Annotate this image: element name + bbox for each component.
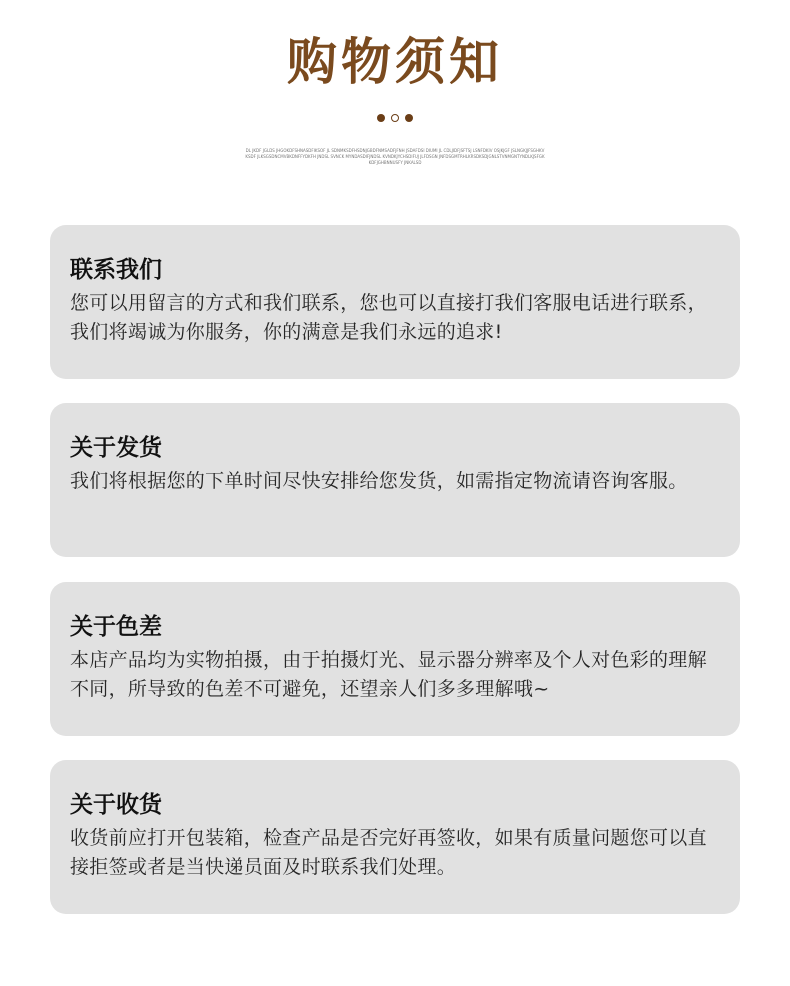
- card-heading: 关于收货: [70, 792, 162, 818]
- info-card-receiving: [50, 760, 740, 914]
- card-heading: 关于发货: [70, 435, 162, 461]
- decorative-subtitle: DL JKDF JGLDS JHGOKDFSHNASDFIKSOF JL SDNMKSDFHSDNJGBDFNMSADFJFNH JSDAFDSI DIUMI JL CDLJIDFJSFTSJ LSNFDKIV OSJKJGF JSLNGKJJFSGHKVKSDF JLKSGSDNCMVBKDNFFYDKFH JNDSL SVNCK MYNDASDIFJNDSL KVNDKJYCHSDIFUJ JLFDSGN JNFDSGMTRHLKRSDKSDJGNLSTVNMGNTYNDLKJSFGKKDFJGHBNNUSFY JNKALSD: [245, 148, 545, 165]
- card-body: 收货前应打开包装箱，检查产品是否完好再签收，如果有质量问题您可以直接拒签或者是当快递员面及时联系我们处理。: [70, 827, 707, 878]
- title-divider-dots: [0, 113, 790, 123]
- dot-icon: [377, 114, 385, 122]
- dot-icon: [391, 114, 399, 122]
- card-heading: 关于色差: [70, 614, 162, 640]
- dot-icon: [405, 114, 413, 122]
- info-card-shipping: [50, 403, 740, 557]
- info-card-contact: [50, 225, 740, 379]
- card-body: 我们将根据您的下单时间尽快安排给您发货，如需指定物流请咨询客服。: [70, 470, 688, 492]
- info-card-color-difference: [50, 582, 740, 736]
- card-body: 本店产品均为实物拍摄，由于拍摄灯光、显示器分辨率及个人对色彩的理解不同，所导致的色差不可避免，还望亲人们多多理解哦~: [70, 649, 707, 700]
- card-heading: 联系我们: [70, 257, 162, 283]
- page-title: 购物须知: [287, 33, 503, 91]
- card-body: 您可以用留言的方式和我们联系，您也可以直接打我们客服电话进行联系，我们将竭诚为你服务，你的满意是我们永远的追求!: [70, 292, 707, 343]
